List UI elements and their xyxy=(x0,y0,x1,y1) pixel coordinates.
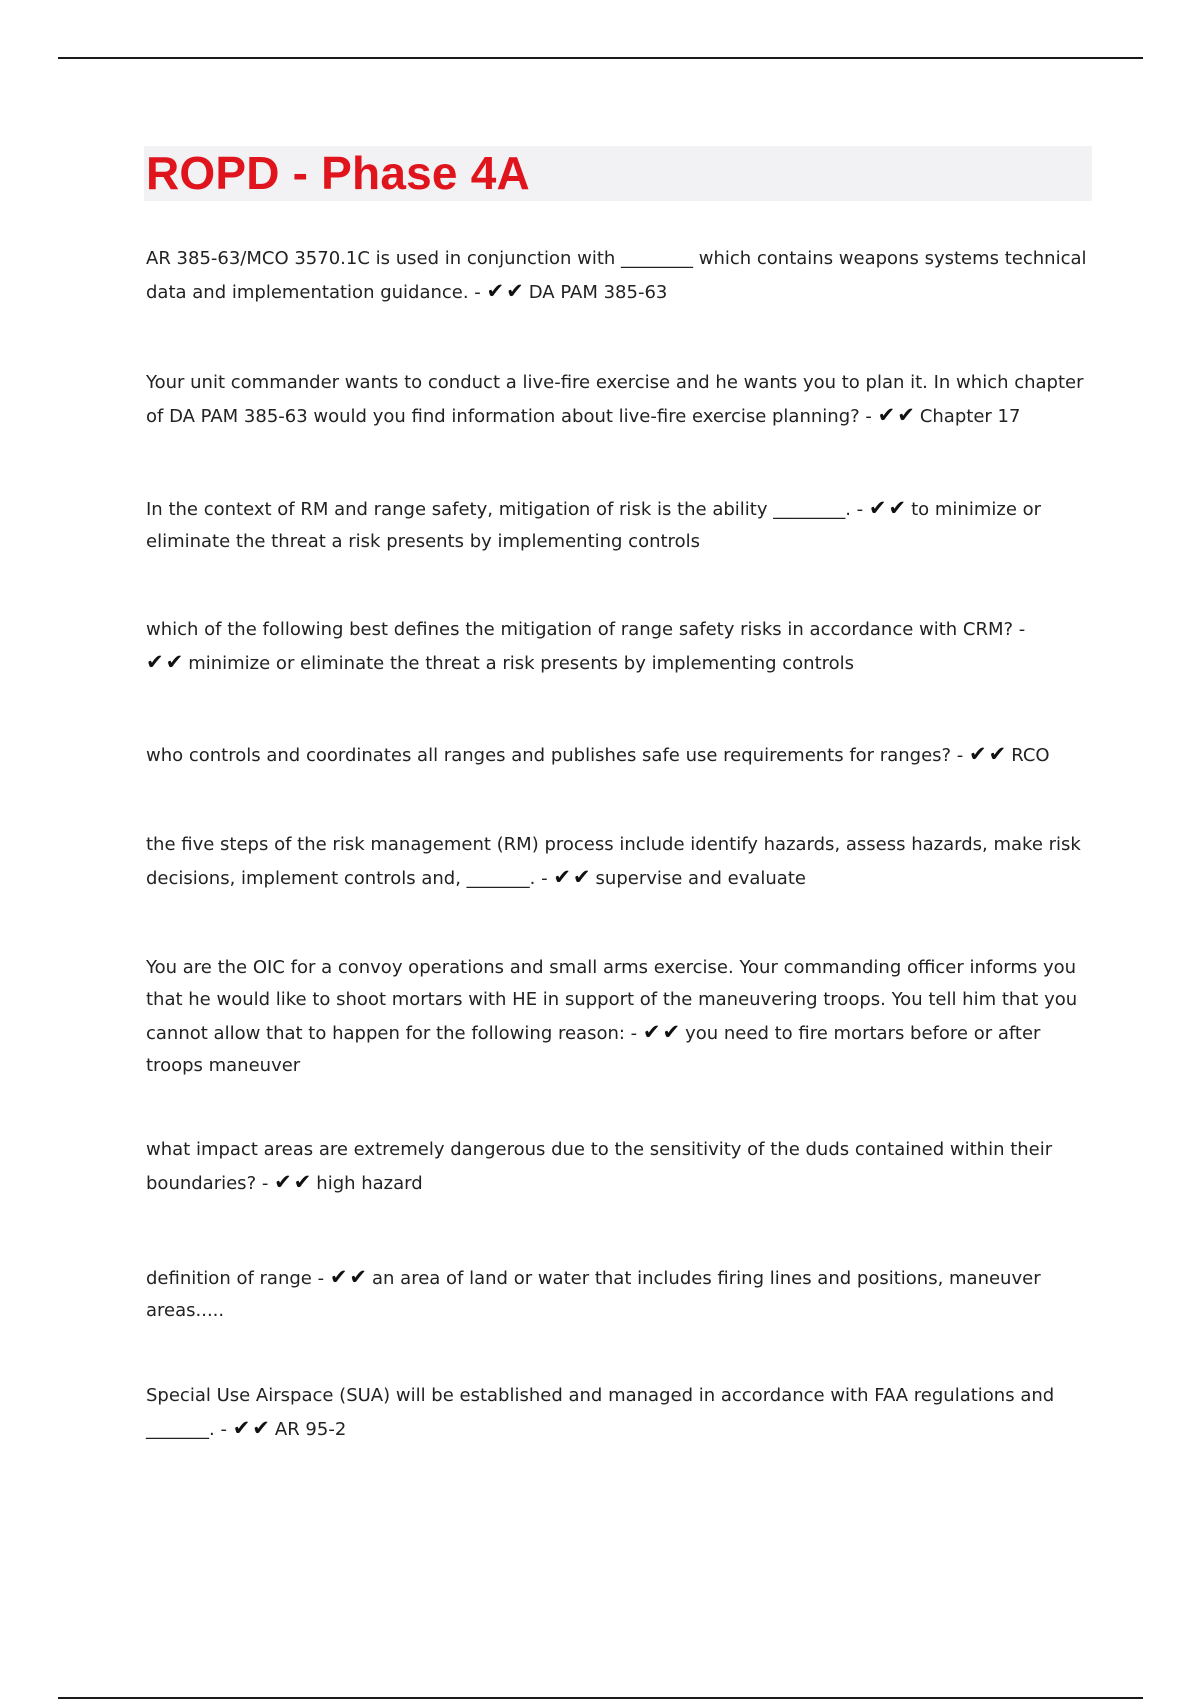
question-text: Special Use Airspace (SUA) will be established and managed in accordance with FAA regulations and _______. - xyxy=(146,1385,1055,1440)
double-check-icon: ✔✔ xyxy=(274,1170,314,1194)
double-check-icon: ✔✔ xyxy=(553,865,593,889)
qa-item xyxy=(146,738,1096,772)
answer-text: DA PAM 385-63 xyxy=(528,282,668,303)
qa-item xyxy=(146,1134,1096,1200)
header-divider xyxy=(58,57,1143,59)
answer-text: an area of land or water that includes firing lines and positions, maneuver areas..... xyxy=(146,1268,1041,1321)
answer-text: RCO xyxy=(1011,745,1050,766)
answer-text: supervise and evaluate xyxy=(595,868,806,889)
answer-text: you need to fire mortars before or after troops maneuver xyxy=(146,1023,1041,1076)
answer-text: AR 95-2 xyxy=(274,1419,347,1440)
double-check-icon: ✔✔ xyxy=(486,279,526,303)
double-check-icon: ✔✔ xyxy=(969,742,1009,766)
qa-item xyxy=(146,1261,1096,1327)
question-text: which of the following best defines the mitigation of range safety risks in accordance with CRM? - xyxy=(146,619,1026,640)
question-text: You are the OIC for a convoy operations and small arms exercise. Your commanding officer informs you that he would like to shoot mortars with HE in support of the maneuvering troops. You tell him that you cannot allow that to happen for the following reason: - xyxy=(146,957,1078,1044)
qa-item xyxy=(146,829,1096,895)
answer-text: Chapter 17 xyxy=(919,406,1021,427)
qa-item xyxy=(146,614,1096,680)
double-check-icon: ✔✔ xyxy=(868,496,909,520)
qa-item xyxy=(146,1380,1096,1446)
question-text: definition of range - xyxy=(146,1268,325,1289)
question-text: AR 385-63/MCO 3570.1C is used in conjunction with ________ which contains weapons systems technical data and implementation guidance. - xyxy=(146,248,1087,303)
footer-divider xyxy=(58,1697,1143,1699)
question-text: who controls and coordinates all ranges and publishes safe use requirements for ranges? - xyxy=(146,745,964,766)
answer-text: high hazard xyxy=(316,1173,423,1194)
double-check-icon: ✔✔ xyxy=(146,650,186,674)
document-title: ROPD - Phase 4A xyxy=(146,147,530,199)
double-check-icon: ✔✔ xyxy=(232,1416,272,1440)
answer-text: to minimize or eliminate the threat a risk presents by implementing controls xyxy=(146,499,1042,552)
qa-item xyxy=(146,243,1096,309)
qa-item xyxy=(146,492,1096,558)
qa-item xyxy=(146,952,1096,1082)
question-text: what impact areas are extremely dangerous due to the sensitivity of the duds contained within their boundaries? - xyxy=(146,1139,1053,1194)
double-check-icon: ✔✔ xyxy=(329,1265,370,1289)
question-text: the five steps of the risk management (RM) process include identify hazards, assess hazards, make risk decisions, implement controls and, _______. - xyxy=(146,834,1081,889)
double-check-icon: ✔✔ xyxy=(642,1020,683,1044)
answer-text: minimize or eliminate the threat a risk presents by implementing controls xyxy=(188,653,855,674)
question-text: In the context of RM and range safety, mitigation of risk is the ability ________. - xyxy=(146,499,864,520)
qa-item xyxy=(146,367,1096,433)
question-text: Your unit commander wants to conduct a live-fire exercise and he wants you to plan it. In which chapter of DA PAM 385-63 would you find information about live-fire exercise planning? - xyxy=(146,372,1084,427)
double-check-icon: ✔✔ xyxy=(877,403,917,427)
